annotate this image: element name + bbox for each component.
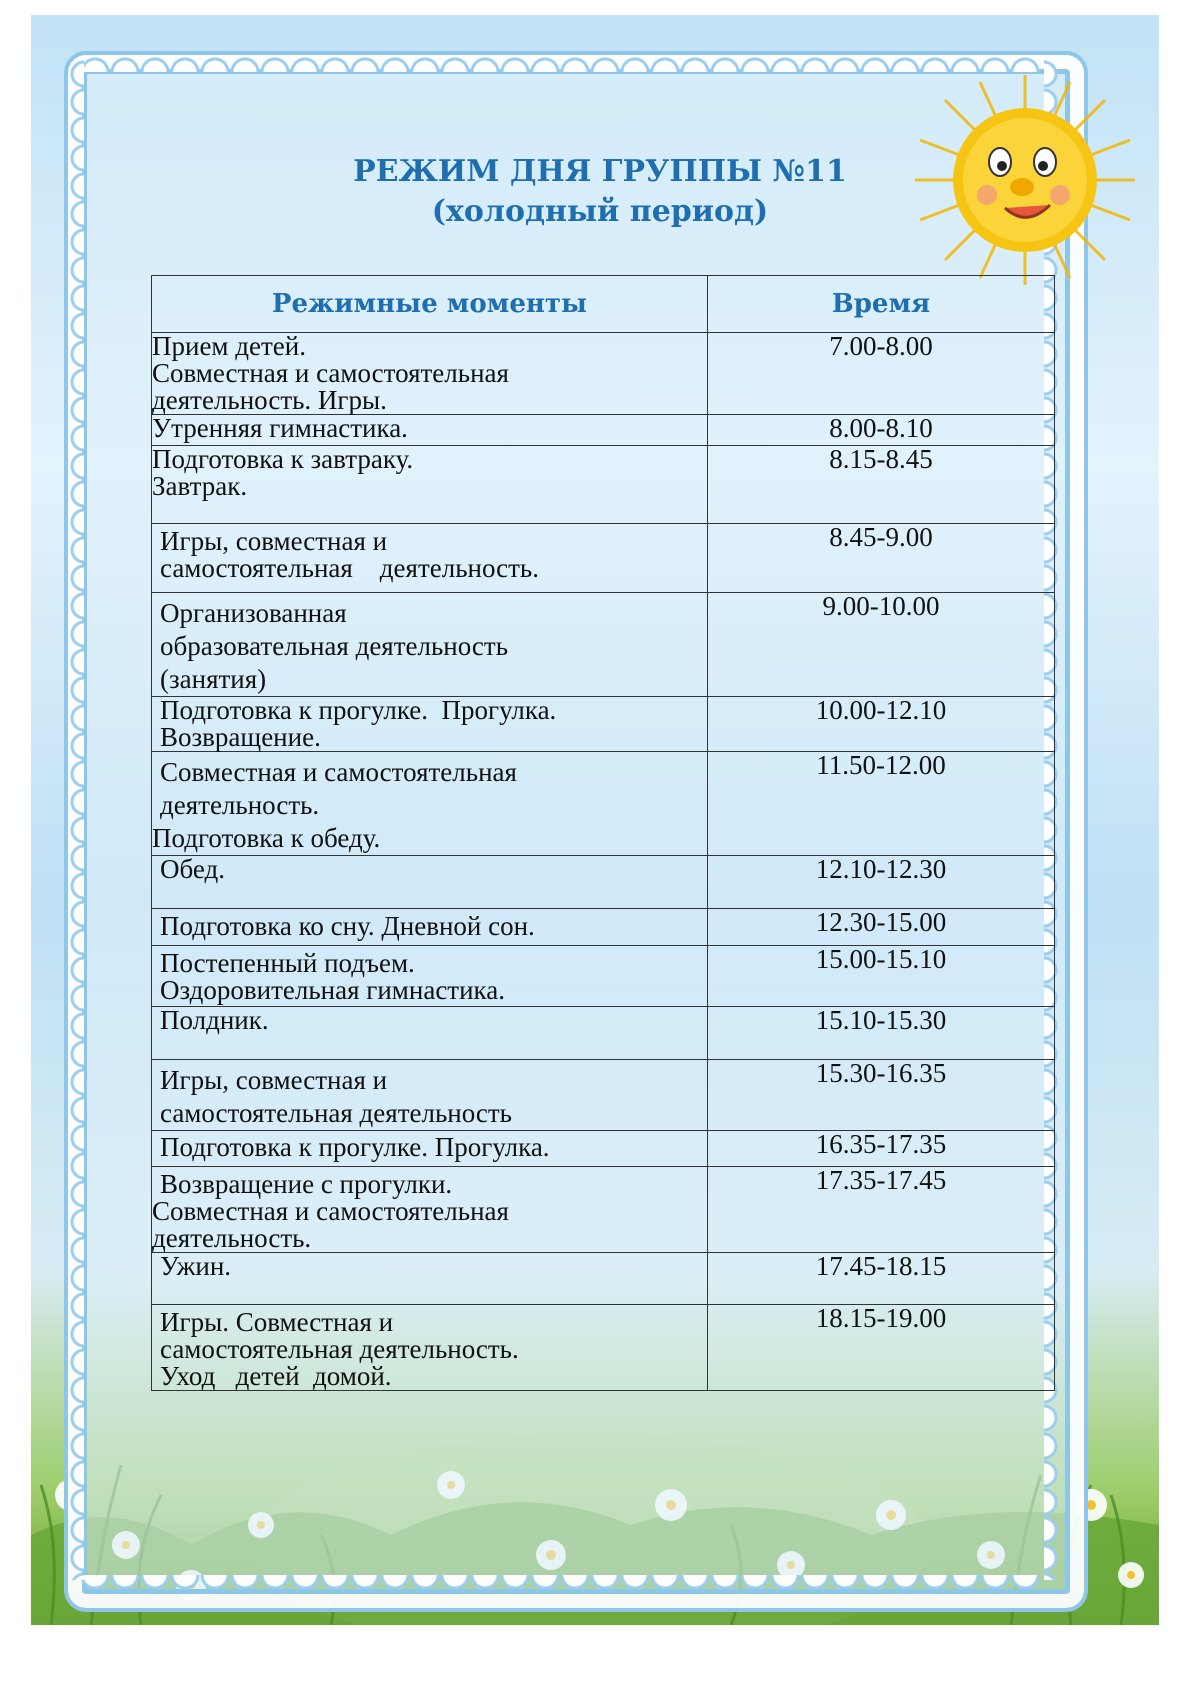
- table-row: [152, 446, 1055, 524]
- header-activity: Режимные моменты: [152, 276, 708, 333]
- activity-cell: Утренняя гимнастика.: [152, 415, 708, 446]
- time-cell: 10.00-12.10: [708, 697, 1055, 752]
- activity-cell: Подготовка к завтраку. Завтрак.: [152, 446, 708, 524]
- time-cell: 8.15-8.45: [708, 446, 1055, 524]
- activity-cell: Игры, совместная и самостоятельная деятельность: [152, 1060, 708, 1131]
- time-cell: 12.10-12.30: [708, 856, 1055, 909]
- table-row: [152, 1253, 1055, 1305]
- activity-cell: Совместная и самостоятельная деятельность. Подготовка к обеду.: [152, 752, 708, 856]
- table-row: [152, 1305, 1055, 1391]
- activity-cell: Игры, совместная и самостоятельная деятельность.: [152, 524, 708, 593]
- time-cell: 8.45-9.00: [708, 524, 1055, 593]
- lace-border-top: [80, 38, 1040, 72]
- time-cell: 17.35-17.45: [708, 1167, 1055, 1253]
- time-cell: 15.00-15.10: [708, 946, 1055, 1007]
- activity-cell: Игры. Совместная и самостоятельная деятельность. Уход детей домой.: [152, 1305, 708, 1391]
- table-row: [152, 593, 1055, 697]
- time-cell: 12.30-15.00: [708, 909, 1055, 946]
- time-cell: 16.35-17.35: [708, 1131, 1055, 1167]
- time-cell: 11.50-12.00: [708, 752, 1055, 856]
- table-row: [152, 1060, 1055, 1131]
- table-row: [152, 856, 1055, 909]
- table-row: [152, 333, 1055, 415]
- table-header-row: [152, 276, 1055, 333]
- table-row: [152, 909, 1055, 946]
- table-row: [152, 415, 1055, 446]
- time-cell: 15.30-16.35: [708, 1060, 1055, 1131]
- lace-border-bottom: [80, 1575, 1040, 1605]
- title-line-1: РЕЖИМ ДНЯ ГРУППЫ №11: [353, 154, 847, 189]
- time-cell: 15.10-15.30: [708, 1007, 1055, 1060]
- activity-cell: Возвращение с прогулки. Совместная и самостоятельная деятельность.: [152, 1167, 708, 1253]
- smiling-sun-illustration: [905, 70, 1145, 290]
- time-cell: 18.15-19.00: [708, 1305, 1055, 1391]
- activity-cell: Подготовка к прогулке. Прогулка. Возвращение.: [152, 697, 708, 752]
- table-row: [152, 524, 1055, 593]
- activity-cell: Подготовка к прогулке. Прогулка.: [152, 1131, 708, 1167]
- table-row: [152, 946, 1055, 1007]
- table-row: [152, 752, 1055, 856]
- time-cell: 7.00-8.00: [708, 333, 1055, 415]
- time-cell: 17.45-18.15: [708, 1253, 1055, 1305]
- activity-cell: Организованная образовательная деятельность (занятия): [152, 593, 708, 697]
- table-row: [152, 1007, 1055, 1060]
- table-row: [152, 697, 1055, 752]
- header-time: Время: [708, 276, 1055, 333]
- activity-cell: Ужин.: [152, 1253, 708, 1305]
- page-title: [260, 152, 940, 232]
- title-line-2: (холодный период): [431, 194, 769, 229]
- lace-border-left: [54, 60, 84, 1580]
- activity-cell: Постепенный подъем. Оздоровительная гимнастика.: [152, 946, 708, 1007]
- time-cell: 8.00-8.10: [708, 415, 1055, 446]
- activity-cell: Полдник.: [152, 1007, 708, 1060]
- activity-cell: Подготовка ко сну. Дневной сон.: [152, 909, 708, 946]
- time-cell: 9.00-10.00: [708, 593, 1055, 697]
- table-row: [152, 1167, 1055, 1253]
- daily-schedule-table: [151, 275, 1055, 1391]
- activity-cell: Прием детей. Совместная и самостоятельная деятельность. Игры.: [152, 333, 708, 415]
- table-row: [152, 1131, 1055, 1167]
- activity-cell: Обед.: [152, 856, 708, 909]
